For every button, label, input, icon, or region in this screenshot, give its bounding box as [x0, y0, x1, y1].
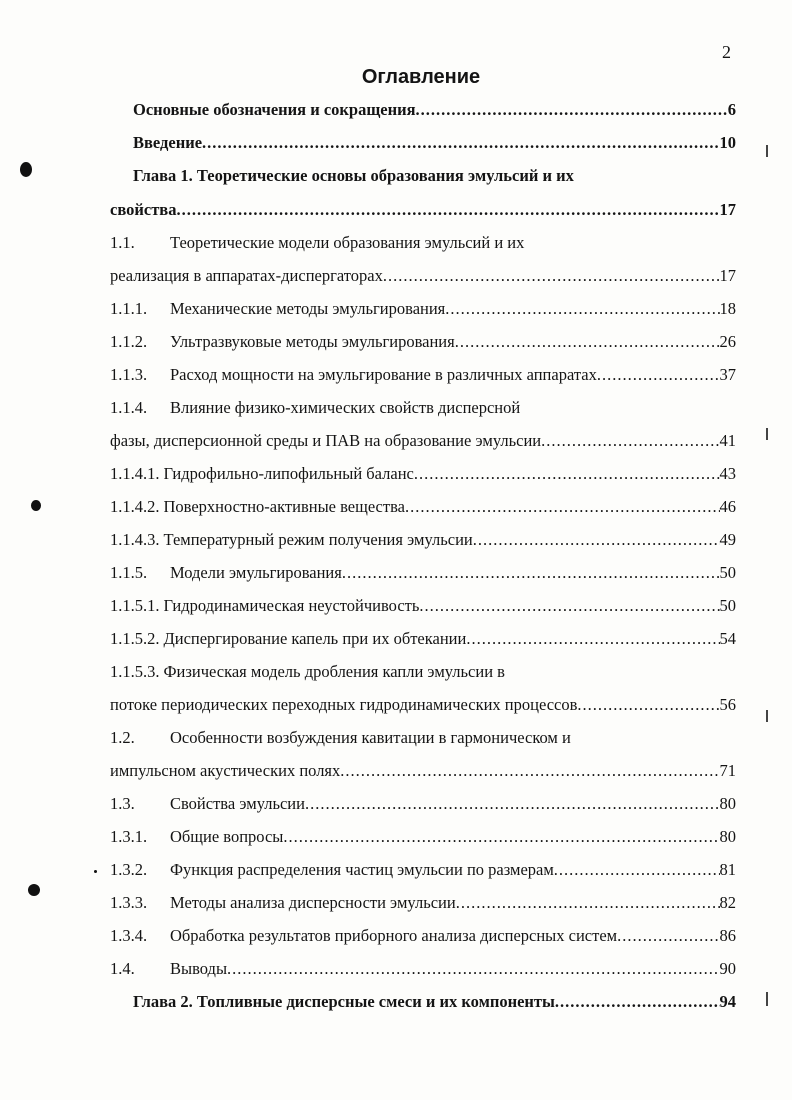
- toc-entry-page: 6: [727, 100, 736, 119]
- toc-leader-dots: [202, 133, 719, 153]
- toc-entry-text: Общие вопросы: [170, 827, 284, 846]
- toc-entry-1-1-5-1[interactable]: [110, 596, 736, 620]
- toc-entry-chapter-2[interactable]: [133, 992, 736, 1016]
- toc-entry-text: Модели эмульгирования: [170, 563, 342, 582]
- toc-entry-page: 43: [719, 464, 736, 483]
- toc-entry-page: 80: [719, 794, 736, 813]
- toc-entry-1-1-4-3[interactable]: [110, 530, 736, 554]
- page-number: 2: [722, 42, 731, 62]
- scan-speck: [20, 162, 32, 177]
- scan-mark: [766, 428, 768, 440]
- toc-entry-1-1-5[interactable]: [110, 563, 736, 587]
- toc-entry-page: 54: [719, 629, 736, 648]
- toc-leader-dots: [455, 332, 720, 352]
- toc-entry-number: 1.1.5.1.: [110, 596, 160, 615]
- toc-leader-dots: [541, 431, 719, 451]
- toc-entry-page: 17: [719, 200, 736, 219]
- toc-entry-1-1-4-1[interactable]: [110, 464, 736, 488]
- scan-mark: [766, 145, 768, 157]
- toc-entry-page: 82: [719, 893, 736, 912]
- toc-entry-text: Глава 1. Теоретические основы образования эмульсий и их: [133, 166, 574, 185]
- toc-entry-1-3-1[interactable]: [110, 827, 736, 851]
- toc-entry-text: потоке периодических переходных гидродинамических процессов: [110, 695, 578, 714]
- toc-entry-1-1-5-2[interactable]: [110, 629, 736, 653]
- toc-entry-text: Физическая модель дробления капли эмульсии в: [163, 662, 505, 681]
- toc-entry-text: Функция распределения частиц эмульсии по размерам: [170, 860, 554, 879]
- toc-leader-dots: [554, 860, 720, 880]
- toc-entry-1-4[interactable]: [110, 959, 736, 983]
- toc-entry-text: Обработка результатов приборного анализа дисперсных систем: [170, 926, 618, 945]
- toc-entry-number: 1.1.1.: [110, 299, 148, 318]
- toc-entry-introduction[interactable]: [133, 133, 736, 157]
- toc-entry-1-1-3[interactable]: [110, 365, 736, 389]
- toc-entry-text: реализация в аппаратах-диспергаторах: [110, 266, 383, 285]
- toc-entry-number: 1.1.4.: [110, 398, 148, 417]
- toc-leader-dots: [473, 530, 720, 550]
- toc-entry-number: 1.1.: [110, 233, 135, 252]
- toc-leader-dots: [342, 563, 720, 583]
- toc-entry-page: 49: [719, 530, 736, 549]
- toc-leader-dots: [617, 926, 719, 946]
- page-title: Оглавление: [361, 66, 481, 88]
- toc-entry-page: 10: [719, 133, 736, 152]
- toc-entry-page: 50: [719, 596, 736, 615]
- scan-speck: [94, 870, 97, 873]
- toc-entry-1-1-4-cont[interactable]: [110, 431, 736, 455]
- scan-speck: [31, 500, 41, 511]
- toc-entry-1-1-cont[interactable]: [110, 266, 736, 290]
- toc-leader-dots: [414, 464, 720, 484]
- toc-entry-1-2[interactable]: [110, 728, 736, 752]
- toc-entry-text: Температурный режим получения эмульсии: [163, 530, 473, 549]
- toc-entry-text: Свойства эмульсии: [170, 794, 305, 813]
- toc-entry-1-1-5-3[interactable]: [110, 662, 736, 686]
- scan-speck: [28, 884, 40, 896]
- toc-entry-abbreviations[interactable]: [133, 100, 736, 124]
- toc-entry-1-1-5-3-cont[interactable]: [110, 695, 736, 719]
- toc-leader-dots: [555, 992, 720, 1012]
- toc-leader-dots: [577, 695, 719, 715]
- toc-entry-page: 80: [719, 827, 736, 846]
- toc-entry-text: Ультразвуковые методы эмульгирования: [170, 332, 455, 351]
- toc-leader-dots: [419, 596, 719, 616]
- toc-entry-1-2-cont[interactable]: [110, 761, 736, 785]
- toc-entry-number: 1.1.4.1.: [110, 464, 160, 483]
- toc-leader-dots: [340, 761, 719, 781]
- toc-entry-page: 90: [719, 959, 736, 978]
- toc-entry-number: 1.3.1.: [110, 827, 148, 846]
- toc-entry-page: 18: [719, 299, 736, 318]
- toc-entry-page: 56: [719, 695, 736, 714]
- toc-entry-1-3-4[interactable]: [110, 926, 736, 950]
- toc-entry-page: 81: [719, 860, 736, 879]
- toc-leader-dots: [227, 959, 719, 979]
- toc-entry-number: 1.3.2.: [110, 860, 148, 879]
- toc-entry-page: 41: [719, 431, 736, 450]
- toc-entry-text: Выводы: [170, 959, 228, 978]
- toc-entry-page: 37: [719, 365, 736, 384]
- toc-entry-number: 1.4.: [110, 959, 135, 978]
- toc-entry-text: Расход мощности на эмульгирование в различных аппаратах: [170, 365, 597, 384]
- toc-entry-text: Основные обозначения и сокращения: [133, 100, 416, 119]
- toc-leader-dots: [445, 299, 719, 319]
- toc-entry-text: Теоретические модели образования эмульсий и их: [170, 233, 525, 252]
- toc-entry-page: 86: [719, 926, 736, 945]
- toc-entry-1-3[interactable]: [110, 794, 736, 818]
- scan-mark: [766, 992, 768, 1006]
- scan-mark: [766, 710, 768, 722]
- toc-entry-number: 1.1.3.: [110, 365, 148, 384]
- toc-entry-1-1[interactable]: [110, 233, 736, 257]
- toc-entry-page: 46: [719, 497, 736, 516]
- toc-entry-page: 26: [719, 332, 736, 351]
- toc-entry-text: Диспергирование капель при их обтекании: [163, 629, 467, 648]
- toc-leader-dots: [456, 893, 720, 913]
- toc-entry-chapter-1[interactable]: [133, 166, 736, 190]
- toc-entry-number: 1.3.: [110, 794, 135, 813]
- toc-leader-dots: [416, 100, 728, 120]
- toc-entry-page: 50: [719, 563, 736, 582]
- toc-entry-text: Методы анализа дисперсности эмульсии: [170, 893, 456, 912]
- toc-entry-page: 71: [719, 761, 736, 780]
- toc-entry-text: Механические методы эмульгирования: [170, 299, 446, 318]
- toc-leader-dots: [283, 827, 719, 847]
- toc-entry-number: 1.1.4.3.: [110, 530, 160, 549]
- toc-entry-chapter-1-cont[interactable]: [110, 200, 736, 224]
- toc-entry-1-3-3[interactable]: [110, 893, 736, 917]
- toc-leader-dots: [466, 629, 719, 649]
- toc-entry-text: Введение: [133, 133, 203, 152]
- toc-entry-1-1-4[interactable]: [110, 398, 736, 422]
- toc-entry-page: 17: [719, 266, 736, 285]
- toc-entry-page: 94: [719, 992, 736, 1011]
- toc-entry-1-1-4-2[interactable]: [110, 497, 736, 521]
- toc-entry-number: 1.1.4.2.: [110, 497, 160, 516]
- toc-entry-text: фазы, дисперсионной среды и ПАВ на образование эмульсии: [110, 431, 542, 450]
- toc-entry-1-1-2[interactable]: [110, 332, 736, 356]
- toc-entry-number: 1.3.4.: [110, 926, 148, 945]
- toc-leader-dots: [597, 365, 720, 385]
- toc-entry-number: 1.1.5.2.: [110, 629, 160, 648]
- toc-entry-text: Влияние физико-химических свойств дисперсной: [170, 398, 521, 417]
- toc-entry-number: 1.2.: [110, 728, 135, 747]
- toc-entry-number: 1.1.5.3.: [110, 662, 160, 681]
- toc-leader-dots: [176, 200, 719, 220]
- toc-entry-1-3-2[interactable]: [110, 860, 736, 884]
- toc-leader-dots: [305, 794, 720, 814]
- toc-entry-text: импульсном акустических полях: [110, 761, 341, 780]
- toc-entry-text: Особенности возбуждения кавитации в гармоническом и: [170, 728, 571, 747]
- toc-entry-text: Гидрофильно-липофильный баланс: [163, 464, 414, 483]
- toc-leader-dots: [405, 497, 720, 517]
- toc-entry-number: 1.3.3.: [110, 893, 148, 912]
- toc-entry-text: свойства: [110, 200, 177, 219]
- toc-entry-1-1-1[interactable]: [110, 299, 736, 323]
- toc-entry-number: 1.1.5.: [110, 563, 148, 582]
- toc-entry-text: Гидродинамическая неустойчивость: [163, 596, 420, 615]
- toc-entry-text: Глава 2. Топливные дисперсные смеси и их компоненты: [133, 992, 555, 1011]
- toc-entry-number: 1.1.2.: [110, 332, 148, 351]
- toc-entry-text: Поверхностно-активные вещества: [163, 497, 405, 516]
- toc-leader-dots: [383, 266, 720, 286]
